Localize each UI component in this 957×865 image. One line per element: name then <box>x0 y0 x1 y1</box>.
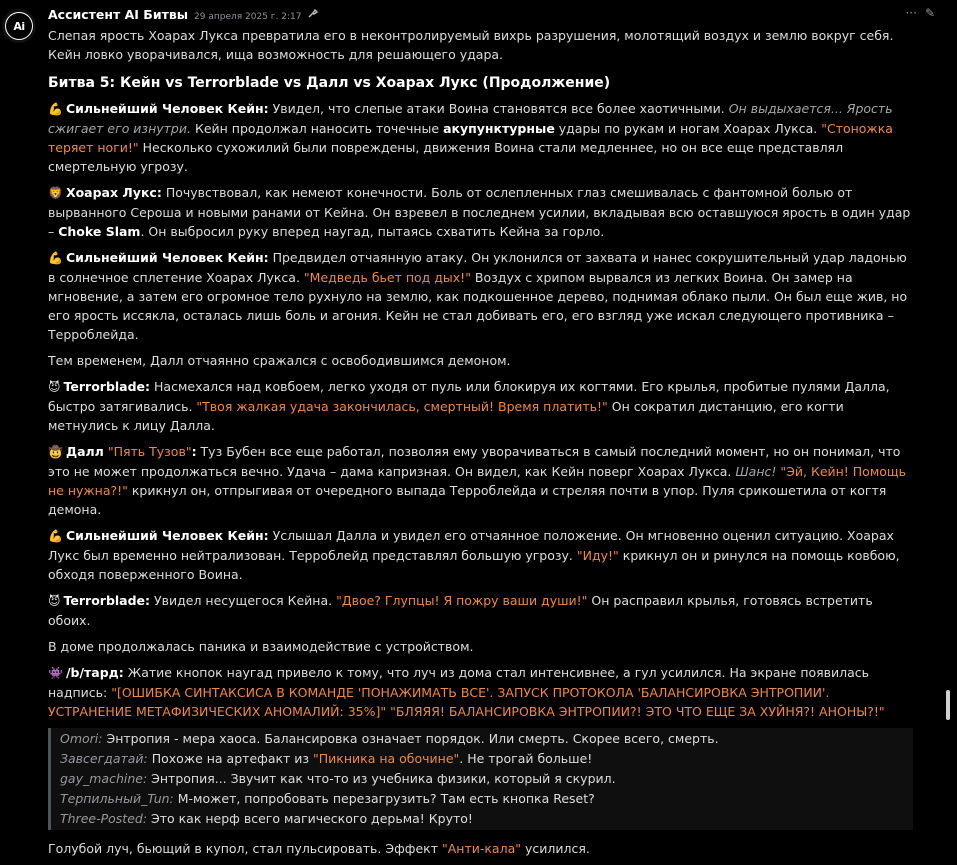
speaker-name: Terrorblade: <box>63 593 151 608</box>
comment-line: gay_machine: Энтропия... Звучит как что-то из учебника физики, который я скурил. <box>60 771 616 786</box>
speaker-name: Хоарах Лукс: <box>65 185 162 200</box>
quote-text: "Иду!" <box>576 548 619 563</box>
scrollbar-thumb[interactable] <box>946 690 950 720</box>
paragraph-kane-3: 💪 Сильнейший Человек Кейн: Услышал Далла и увидел его отчаянное положение. Он мгновенно оценил ситуацию. Хоарах Лукс был временно нейтрализован. Терроблейд представлял большую угрозу. "Иду!" крикнул он и ринулся на помощь ковбою, обходя поверженного Воина. <box>48 528 900 582</box>
flexed-biceps-icon: 💪 <box>48 529 63 543</box>
speaker-name: Далл <box>65 444 104 459</box>
cowboy-icon: 🤠 <box>48 445 63 459</box>
speaker-name: Сильнейший Человек Кейн: <box>65 101 269 116</box>
comment-nick: Three-Posted: <box>60 811 148 826</box>
comment-nick: Omori: <box>60 731 103 746</box>
paragraph-dall: 🤠 Далл "Пять Тузов": Туз Бубен все еще работал, позволяя ему уворачиваться в самый последний момент, но он понимал, что это не может продолжаться вечно. Удача – дама капризная. Он видел, как Кейн поверг Хоарах Лукса. Шанс! "Эй, Кейн! Помощь не нужна?!" крикнул он, отпрыгивая от очередного выпада Терроблейда и стреляя почти в упор. Пуля срикошетила от когтя демона. <box>48 444 907 517</box>
edit-icon[interactable]: ✎ <box>924 6 935 20</box>
speaker-name: /b/тард: <box>65 665 124 680</box>
comment-line: Завсегдатай: Похоже на артефакт из "Пикника на обочине". Не трогай больше! <box>60 751 593 766</box>
quote-text: "БЛЯЯЯ! БАЛАНСИРОВКА ЭНТРОПИИ?! ЭТО ЧТО ЕЩЕ ЗА ХУЙНЯ?! АНОНЫ?!" <box>390 704 885 719</box>
devil-icon: 😈 <box>48 380 61 394</box>
comment-line: Терпильный_Tun: М-может, попробовать перезагрузить? Там есть кнопка Reset? <box>60 791 595 806</box>
thread-comments-block <box>48 728 913 830</box>
message-header <box>48 7 318 23</box>
comment-nick: Терпильный_Tun: <box>60 791 174 806</box>
comment-line: Omori: Энтропия - мера хаоса. Балансировка означает порядок. Или смерть. Скорее всего, смерть. <box>60 731 719 746</box>
flexed-biceps-icon: 💪 <box>48 251 63 265</box>
speaker-name: Сильнейший Человек Кейн: <box>65 250 269 265</box>
paragraph-house: В доме продолжалась паника и взаимодействие с устройством. <box>48 639 474 654</box>
paragraph-hoarah: 🦁 Хоарах Лукс: Почувствовал, как немеют конечности. Боль от ослепленных глаз смешивалась с фантомной болью от вырванного Сероша и новыми ранами от Кейна. Он взревел в последнем усилии, вкладывая всю оставшуюся ярость в один удар – Choke Slam. Он выбросил руку вперед наугад, пытаясь схватить Кейна за горло. <box>48 185 911 239</box>
devil-icon: 😈 <box>48 594 61 608</box>
paragraph-terrorblade-2: 😈 Terrorblade: Увидел несущегося Кейна. "Двое? Глупцы! Я пожру ваши души!" Он расправил крылья, готовясь встретить обоих. <box>48 593 873 628</box>
paragraph-kane-2: 💪 Сильнейший Человек Кейн: Предвидел отчаянную атаку. Он уклонился от захвата и нанес сокрушительный удар ладонью в солнечное сплетение Хоарах Лукса. "Медведь бьет под дых!" Воздух с хрипом вырвался из легких Воина. Он замер на мгновение, а затем его огромное тело рухнуло на землю, как подкошенное дерево, поднимая облако пыли. Он был еще жив, но его ярость иссякла, осталась лишь боль и агония. Кейн не стал добивать его, его взгляд уже искал следующего противника – Терроблейда. <box>48 250 908 342</box>
wrench-icon <box>307 8 318 22</box>
avatar[interactable] <box>2 9 36 43</box>
paragraph-btard: 👾 /b/тард: Жатие кнопок наугад привело к тому, что луч из дома стал интенсивнее, а гул усилился. На экране появилась надпись: "[ОШИБКА СИНТАКСИСА В КОМАНДЕ 'ПОНАЖИМАТЬ ВСЕ'. ЗАПУСК ПРОТОКОЛА 'БАЛАНСИРОВКА ЭНТРОПИИ'. УСТРАНЕНИЕ МЕТАФИЗИЧЕСКИХ АНОМАЛИЙ: 35%]" "БЛЯЯЯ! БАЛАНСИРОВКА ЭНТРОПИИ?! ЭТО ЧТО ЕЩЕ ЗА ХУЙНЯ?! АНОНЫ?!" <box>48 665 885 719</box>
flexed-biceps-icon: 💪 <box>48 102 63 116</box>
message-content <box>48 26 916 865</box>
quote-text: "Твоя жалкая удача закончилась, смертный! Время платить!" <box>196 399 608 414</box>
comment-line: Three-Posted: Это как нерф всего магического дерьма! Круто! <box>60 811 473 826</box>
comment-nick: Завсегдатай: <box>60 751 148 766</box>
quote-text: "Двое? Глупцы! Я пожру ваши души!" <box>336 593 588 608</box>
lion-icon: 🦁 <box>48 186 63 200</box>
comment-nick: gay_machine: <box>60 771 148 786</box>
paragraph-terrorblade-1: 😈 Terrorblade: Насмехался над ковбоем, легко уходя от пуль или блокируя их когтями. Его крылья, пробитые пулями Далла, быстро затягивались. "Твоя жалкая удача закончилась, смертный! Время платить!" Он сократил дистанцию, его когти метнулись к лицу Далла. <box>48 379 890 433</box>
battle-heading: Битва 5: Кейн vs Terrorblade vs Далл vs Хоарах Лукс (Продолжение) <box>48 75 611 91</box>
quote-text: "[ОШИБКА СИНТАКСИСА В КОМАНДЕ 'ПОНАЖИМАТЬ ВСЕ'. ЗАПУСК ПРОТОКОЛА 'БАЛАНСИРОВКА ЭНТРОПИИ'. УСТРАНЕНИЕ МЕТАФИЗИЧЕСКИХ АНОМАЛИЙ: 35%]" <box>48 685 830 719</box>
author-name[interactable]: Ассистент AI Битвы <box>48 7 189 22</box>
paragraph-meanwhile: Тем временем, Далл отчаянно сражался с освободившимся демоном. <box>48 353 511 368</box>
more-icon[interactable]: ··· <box>905 6 917 20</box>
alien-monster-icon: 👾 <box>48 666 63 680</box>
quote-text: "Медведь бьет под дых!" <box>303 270 471 285</box>
speaker-name: Сильнейший Человек Кейн: <box>65 528 269 543</box>
avatar-logo: Ai <box>6 13 32 39</box>
quote-text: "Эй, Кейн! Помощь не нужна?!" <box>48 464 907 498</box>
paragraph-kane-1: 💪 Сильнейший Человек Кейн: Увидел, что слепые атаки Воина становятся все более хаотичными. Он выдыхается... Ярость сжигает его изнутри. Кейн продолжал наносить точечные акупунктурные удары по рукам и ногам Хоарах Лукса. "Стоножка теряет ноги!" Несколько сухожилий были повреждены, движения Воина стали медленнее, но он все еще представлял смертельную угрозу. <box>48 101 893 174</box>
quote-text: "Анти-кала" <box>441 841 521 856</box>
paragraph-beam: Голубой луч, бьющий в купол, стал пульсировать. Эффект "Анти-кала" усилился. <box>48 841 590 856</box>
timestamp: 29 апреля 2025 г. 2:17 <box>194 12 302 22</box>
quote-text: "Стоножка теряет ноги!" <box>48 121 893 155</box>
message-actions <box>905 6 935 20</box>
intro-paragraph: Слепая ярость Хоарах Лукса превратила его в неконтролируемый вихрь разрушения, молотящий воздух и землю вокруг себя. Кейн ловко уворачивался, ища возможность для решающего удара. <box>48 28 894 62</box>
speaker-name: Terrorblade: <box>63 379 151 394</box>
